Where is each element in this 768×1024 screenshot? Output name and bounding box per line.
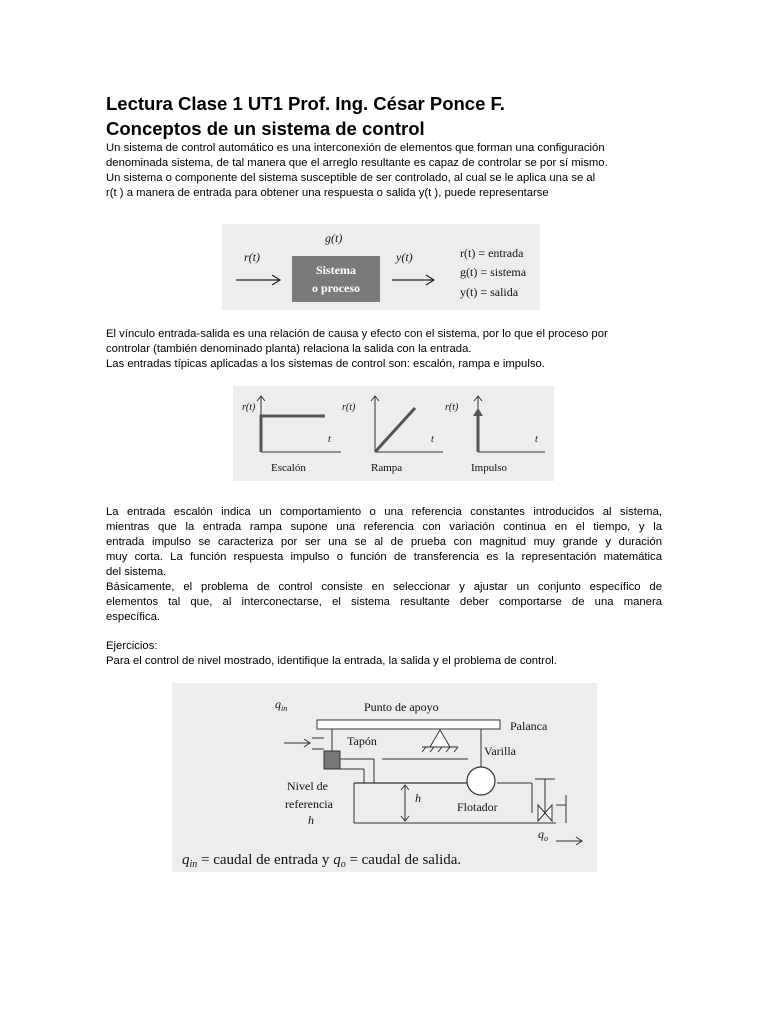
- lever-label: Palanca: [510, 719, 548, 733]
- hatch: [446, 747, 450, 752]
- impulse-caption: Impulso: [471, 462, 508, 474]
- input-types-paragraph: [106, 505, 662, 625]
- plug-label: Tapón: [347, 734, 377, 748]
- g-label: g(t): [325, 231, 343, 245]
- paragraph-line: El vínculo entrada-salida es una relación de causa y efecto con el sistema, por lo que el proceso por: [106, 328, 608, 340]
- rod-label: Varilla: [484, 744, 516, 758]
- impulse-t-label: t: [535, 434, 538, 445]
- hatch: [422, 747, 426, 752]
- paragraph-line: entrada impulso se caracteriza por ser una se al de prueba con magnitud muy grande y duración: [106, 536, 662, 548]
- float: [467, 767, 495, 795]
- legend-y: y(t) = salida: [460, 285, 519, 299]
- step-caption: Escalón: [271, 462, 306, 474]
- paragraph-line: elementos tal que, al interconectarse, el sistema resultante deber comportarse de una manera: [106, 596, 662, 608]
- paragraph-line: controlar (también denominado planta) relaciona la salida con la entrada.: [106, 343, 472, 355]
- level-control-figure: [172, 683, 597, 872]
- exercise-text: Para el control de nivel mostrado, identifique la entrada, la salida y el problema de control.: [106, 655, 557, 667]
- impulse-arrowhead: [473, 408, 483, 416]
- legend-r: r(t) = entrada: [460, 246, 524, 260]
- lever-bar: [317, 720, 500, 729]
- reference-level-label-2: referencia: [285, 797, 333, 811]
- paragraph-line: mientras que la entrada rampa supone una referencia con variación continua en el tiempo, y la: [106, 521, 662, 533]
- system-block-diagram: [222, 224, 540, 310]
- r-label: r(t): [244, 250, 260, 264]
- ramp-t-label: t: [431, 434, 434, 445]
- intro-line: Un sistema de control automático es una interconexión de elementos que forman una configuración: [106, 142, 605, 154]
- qin-label: $q_{in}$: [275, 697, 288, 713]
- fulcrum-label: Punto de apoyo: [364, 700, 439, 714]
- document-title: Lectura Clase 1 UT1 Prof. Ing. César Ponce F.: [106, 93, 505, 114]
- step-r-label: r(t): [242, 402, 256, 413]
- y-label: y(t): [396, 250, 413, 264]
- hatch: [430, 747, 434, 752]
- typical-inputs-figure: [233, 386, 554, 481]
- qo-label: $q_o$: [538, 827, 548, 843]
- system-box-label-1: Sistema: [316, 263, 356, 277]
- reference-level-label-3: h: [308, 813, 314, 827]
- paragraph-line: Básicamente, el problema de control consiste en seleccionar y ajustar un conjunto específico de: [106, 581, 662, 593]
- hatch: [454, 747, 458, 752]
- ramp-r-label: r(t): [342, 402, 356, 413]
- intro-paragraph: [106, 141, 662, 201]
- paragraph-line: Las entradas típicas aplicadas a los sistemas de control son: escalón, rampa e impulso.: [106, 358, 545, 370]
- exercises-section: [106, 639, 662, 669]
- reference-level-label-1: Nivel de: [287, 779, 328, 793]
- paragraph-line: muy corta. La función respuesta impulso o función de transferencia es la representación matemática: [106, 551, 662, 563]
- intro-line: r(t ) a manera de entrada para obtener una respuesta o salida y(t ), puede representarse: [106, 187, 549, 199]
- system-box-label-2: o proceso: [311, 281, 361, 295]
- paragraph-line: específica.: [106, 611, 161, 623]
- legend-g: g(t) = sistema: [460, 265, 527, 279]
- ramp-caption: Rampa: [371, 462, 403, 474]
- step-t-label: t: [328, 434, 331, 445]
- hatch: [438, 747, 442, 752]
- intro-line: Un sistema o componente del sistema susceptible de ser controlado, al cual se le aplica una se al: [106, 172, 596, 184]
- causality-paragraph: [106, 327, 662, 372]
- paragraph-line: La entrada escalón indica un comportamiento o una referencia constantes introducidos al sistema,: [106, 506, 662, 518]
- float-label: Flotador: [457, 800, 498, 814]
- plug: [324, 751, 340, 769]
- paragraph-line: del sistema.: [106, 566, 167, 578]
- intro-line: denominada sistema, de tal manera que el arreglo resultante es capaz de controlar se por sí mismo.: [106, 157, 608, 169]
- fulcrum-triangle: [430, 730, 450, 747]
- section-heading: Conceptos de un sistema de control: [106, 118, 425, 139]
- step-signal: [261, 416, 325, 452]
- h-label: h: [415, 791, 421, 805]
- exercises-heading: Ejercicios:: [106, 640, 158, 652]
- ramp-signal: [375, 408, 415, 452]
- figure-caption: $q_{in}$ = caudal de entrada y $q_o$ = caudal de salida.: [182, 852, 462, 870]
- impulse-r-label: r(t): [445, 402, 459, 413]
